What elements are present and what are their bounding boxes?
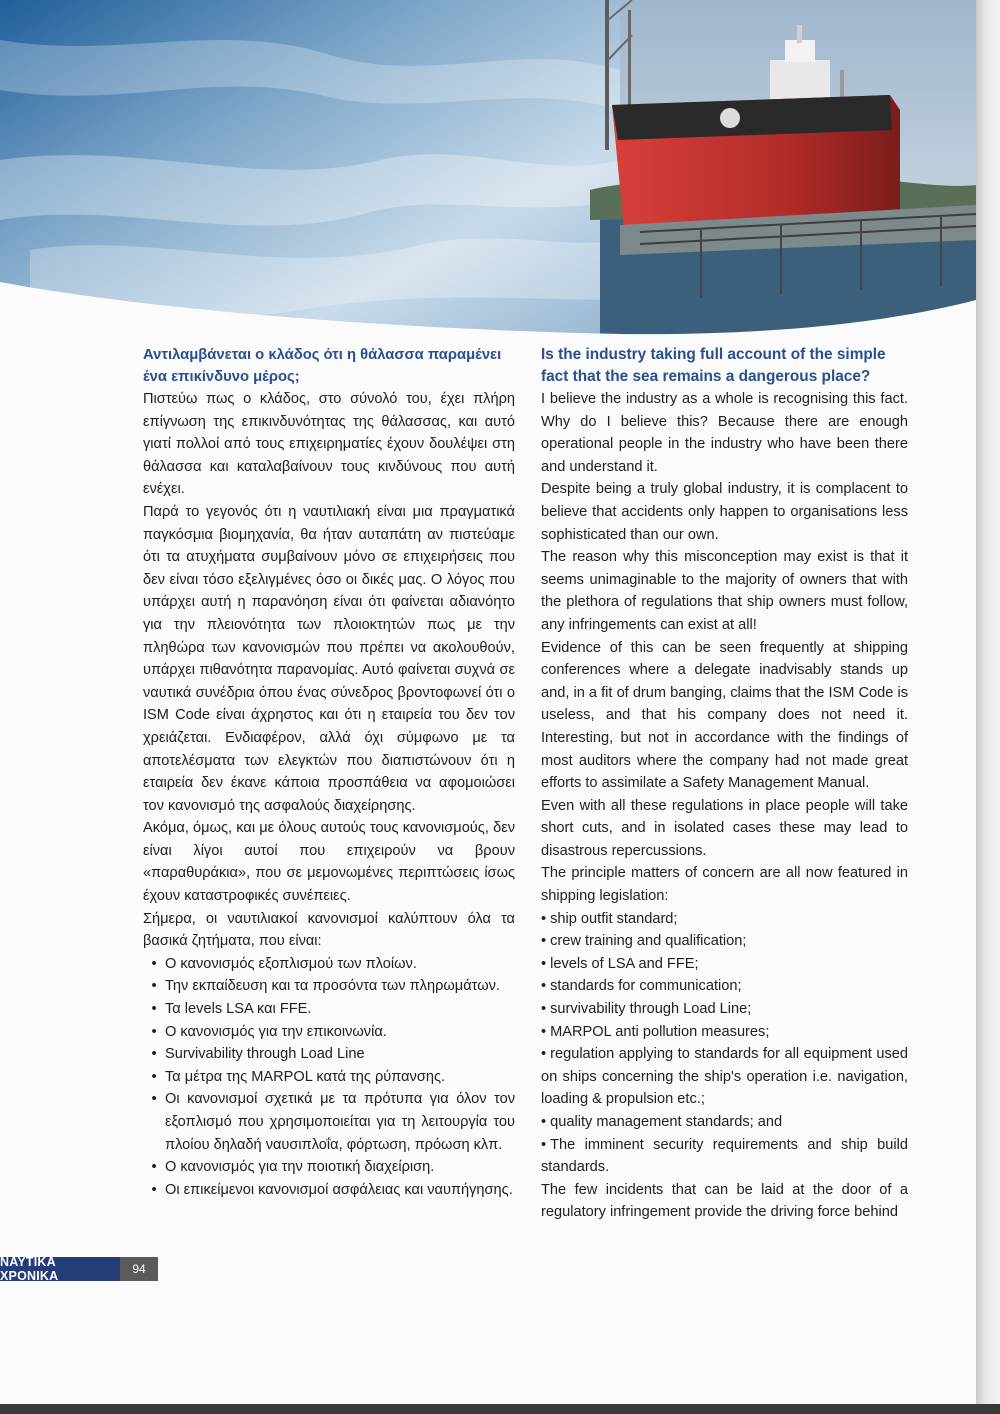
greek-question-heading: Αντιλαμβάνεται ο κλάδος ότι η θάλασσα παραμένει ένα επικίνδυνο μέρος; — [143, 347, 502, 385]
list-item: • crew training and qualification; — [541, 930, 908, 953]
page-footer — [0, 1257, 158, 1281]
list-item: • survivability through Load Line; — [541, 998, 908, 1021]
english-paragraph: Evidence of this can be seen frequently at shipping conferences where a delegate inadvisably stands up and, in a fit of drum banging, claims that the ISM Code is useless, and that his company does not need it. Interesting, but not in accordance with the findings of most auditors where the company had not made great efforts to assimilate a Safety Management Manual. — [541, 639, 908, 792]
english-paragraph: Even with all these regulations in place people will take short cuts, and in isolated cases these may lead to disastrous repercussions. — [541, 797, 908, 859]
list-item: • standards for communication; — [541, 975, 908, 998]
list-item: • The imminent security requirements and ship build standards. — [541, 1134, 908, 1179]
list-item: • Τα levels LSA και FFE. — [143, 998, 515, 1021]
list-item: • levels of LSA and FFE; — [541, 953, 908, 976]
magazine-name: ΝΑΥΤΙΚΑ ΧΡΟΝΙΚΑ — [0, 1257, 120, 1281]
list-item: • quality management standards; and — [541, 1111, 908, 1134]
list-item: • ship outfit standard; — [541, 908, 908, 931]
bottom-rule — [0, 1404, 1000, 1414]
greek-column — [143, 344, 515, 1201]
english-regulations-list — [541, 908, 908, 1179]
page-number: 94 — [120, 1257, 158, 1281]
greek-paragraph: Πιστεύω πως ο κλάδος, στο σύνολό του, έχει πλήρη επίγνωση της επικινδυνότητας της θάλασσας, και αυτό γιατί πολλοί από τους επιχειρηματίες έχουν δουλέψει στη θάλασσα και καταλαβαίνουν τους κινδύνους που αυτή ενέχει. — [143, 391, 515, 498]
greek-regulations-list — [143, 953, 515, 1202]
list-item: • Οι κανονισμοί σχετικά με τα πρότυπα για όλον τον εξοπλισμό που χρησιμοποιείται για τη λειτουργία του πλοίου δηλαδή ναυσιπλοΐα, φόρτωση, πρόωση κλπ. — [143, 1088, 515, 1156]
english-paragraph: Despite being a truly global industry, it is complacent to believe that accidents only happen to organisations less sophisticated than our own. — [541, 481, 908, 543]
greek-paragraph: Παρά το γεγονός ότι η ναυτιλιακή είναι μια πραγματικά παγκόσμια βιομηχανία, θα ήταν αυταπάτη αν πιστεύαμε ότι τα ατυχήματα συμβαίνουν μόνο σε επιχειρήσεις που δεν είναι τόσο εξελιγμένες όσο οι δικές μας. Ο λόγος που υπάρχει αυτή η παρανόηση είναι ότι φαίνεται αδιανόητο για την πλειονότητα των πλοιοκτητών πως με την πληθώρα των κανονισμών που πρέπει να ακολουθούν, υπάρχει πιθανότητα παρανομίας. Αυτό φαίνεται συχνά σε ναυτικά συνέδρια όπου ένας σύνεδρος βροντοφωνεί ότι ο ISM Code είναι άχρηστος και ότι η εταιρεία του δεν τον χρειάζεται. Ενδιαφέρον, αλλά όχι σύμφωνο με τα αποτελέσματα των ελεγκτών που διαπιστώνουν ότι η εταιρεία δεν έκανε κάποια προσπάθεια να αφομοιώσει τον κανονισμό της ασφαλούς διαχείρησης. — [143, 503, 515, 814]
list-item: • Ο κανονισμός για την ποιοτική διαχείριση. — [143, 1156, 515, 1179]
header-photo-ship-at-sea — [0, 0, 976, 360]
english-paragraph: I believe the industry as a whole is recognising this fact. Why do I believe this? Because there are enough operational people in the industry who have been there and understand it. — [541, 391, 908, 475]
list-item: • Οι επικείμενοι κανονισμοί ασφάλειας και ναυπήγησης. — [143, 1179, 515, 1202]
list-item: • Την εκπαίδευση και τα προσόντα των πληρωμάτων. — [143, 975, 515, 998]
list-item: • MARPOL anti pollution measures; — [541, 1021, 908, 1044]
list-item: • Ο κανονισμός εξοπλισμού των πλοίων. — [143, 953, 515, 976]
english-question-heading: Is the industry taking full account of the simple fact that the sea remains a dangerous place? — [541, 346, 886, 385]
greek-paragraph: Ακόμα, όμως, και με όλους αυτούς τους κανονισμούς, δεν είναι λίγοι αυτοί που επιχειρούν να βρουν «παραθυράκια», που σε μεμονωμένες περιπτώσεις ίσως έχουν καταστροφικές συνέπειες. — [143, 820, 515, 905]
english-paragraph: The principle matters of concern are all now featured in shipping legislation: — [541, 865, 908, 905]
greek-paragraph: Σήμερα, οι ναυτιλιακοί κανονισμοί καλύπτουν όλα τα βασικά ζητήματα, που είναι: — [143, 910, 515, 950]
english-paragraph: The reason why this misconception may exist is that it seems unimaginable to the majority of owners that with the plethora of regulations that ship owners must follow, any infringements can exist at all! — [541, 549, 908, 633]
list-item: • Τα μέτρα της MARPOL κατά της ρύπανσης. — [143, 1066, 515, 1089]
english-paragraph: The few incidents that can be laid at the door of a regulatory infringement provide the driving force behind — [541, 1181, 908, 1221]
list-item: • Survivability through Load Line — [143, 1043, 515, 1066]
list-item: • Ο κανονισμός για την επικοινωνία. — [143, 1021, 515, 1044]
english-column — [541, 344, 908, 1224]
list-item: • regulation applying to standards for all equipment used on ships concerning the ship's operation i.e. navigation, loading & propulsion etc.; — [541, 1043, 908, 1111]
page-edge — [976, 0, 1000, 1404]
